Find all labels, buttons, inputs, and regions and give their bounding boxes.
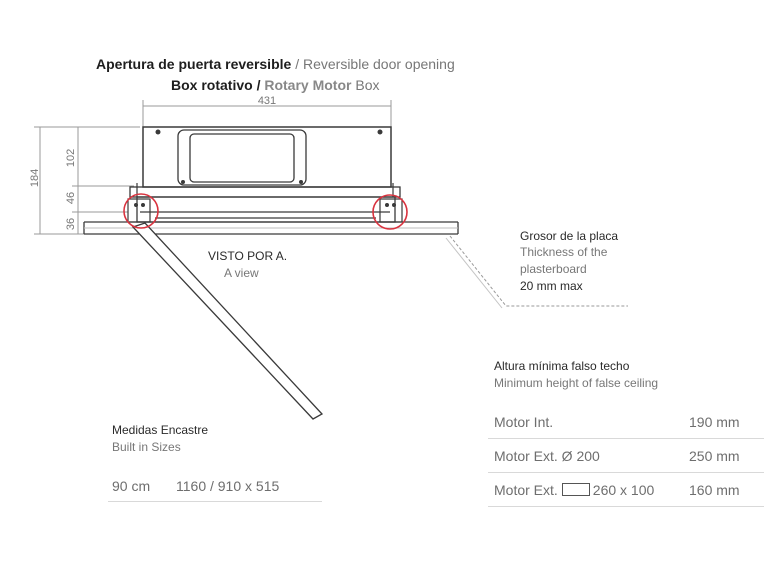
plasterboard-title-en-1: Thickness of the — [520, 245, 608, 259]
ceiling-row-2-value: 250 mm — [689, 448, 740, 464]
ceiling-row-1-value: 190 mm — [689, 414, 740, 430]
hinge-left — [128, 199, 150, 222]
ceiling-row-3-prefix: Motor Ext. — [494, 482, 558, 498]
hinge-right — [380, 199, 402, 222]
title-separator: / — [295, 56, 300, 72]
ceiling-row-3-suffix: 260 x 100 — [592, 482, 655, 498]
base-frame — [130, 187, 400, 197]
built-in-title-es: Medidas Encastre — [112, 423, 209, 437]
subtitle-es: Box rotativo / — [171, 77, 261, 93]
outlet-frame — [178, 130, 306, 185]
ceiling-divider-3 — [488, 506, 764, 507]
bottom-height-label: 36 — [65, 217, 77, 231]
view-label-en: A view — [224, 266, 259, 280]
title-es: Apertura de puerta reversible — [96, 56, 292, 72]
plasterboard-value: 20 mm max — [520, 279, 583, 293]
ceiling-row-3-label — [494, 482, 654, 498]
ceiling-divider-2 — [488, 472, 764, 473]
title-en: Reversible door opening — [302, 56, 455, 72]
ceiling-row-3-value: 160 mm — [689, 482, 740, 498]
false-ceiling-title-en: Minimum height of false ceiling — [494, 376, 659, 390]
built-in-title-en: Built in Sizes — [112, 440, 181, 454]
plasterboard-title-en-2: plasterboard — [520, 262, 587, 276]
ceiling-row-2-label: Motor Ext. Ø 200 — [494, 448, 600, 464]
built-in-divider — [108, 501, 322, 502]
subtitle-en: Rotary Motor — [264, 77, 352, 93]
built-in-size: 90 cm — [112, 478, 151, 494]
plasterboard-title-es: Grosor de la placa — [520, 229, 619, 243]
outlet-opening — [190, 134, 294, 182]
box-height-label: 102 — [65, 148, 77, 168]
mid-height-label: 46 — [65, 191, 77, 205]
ceiling-divider-1 — [488, 438, 764, 439]
subtitle-en-suffix: Box — [355, 77, 380, 93]
motor-box — [143, 127, 391, 187]
total-height-label: 184 — [29, 168, 41, 188]
view-label-es: VISTO POR A. — [208, 249, 288, 263]
width-label: 431 — [257, 95, 277, 107]
false-ceiling-title-es: Altura mínima falso techo — [494, 359, 630, 373]
built-in-dims: 1160 / 910 x 515 — [176, 478, 280, 494]
rectangular-duct-icon — [562, 483, 590, 496]
ceiling-row-1-label: Motor Int. — [494, 414, 554, 430]
